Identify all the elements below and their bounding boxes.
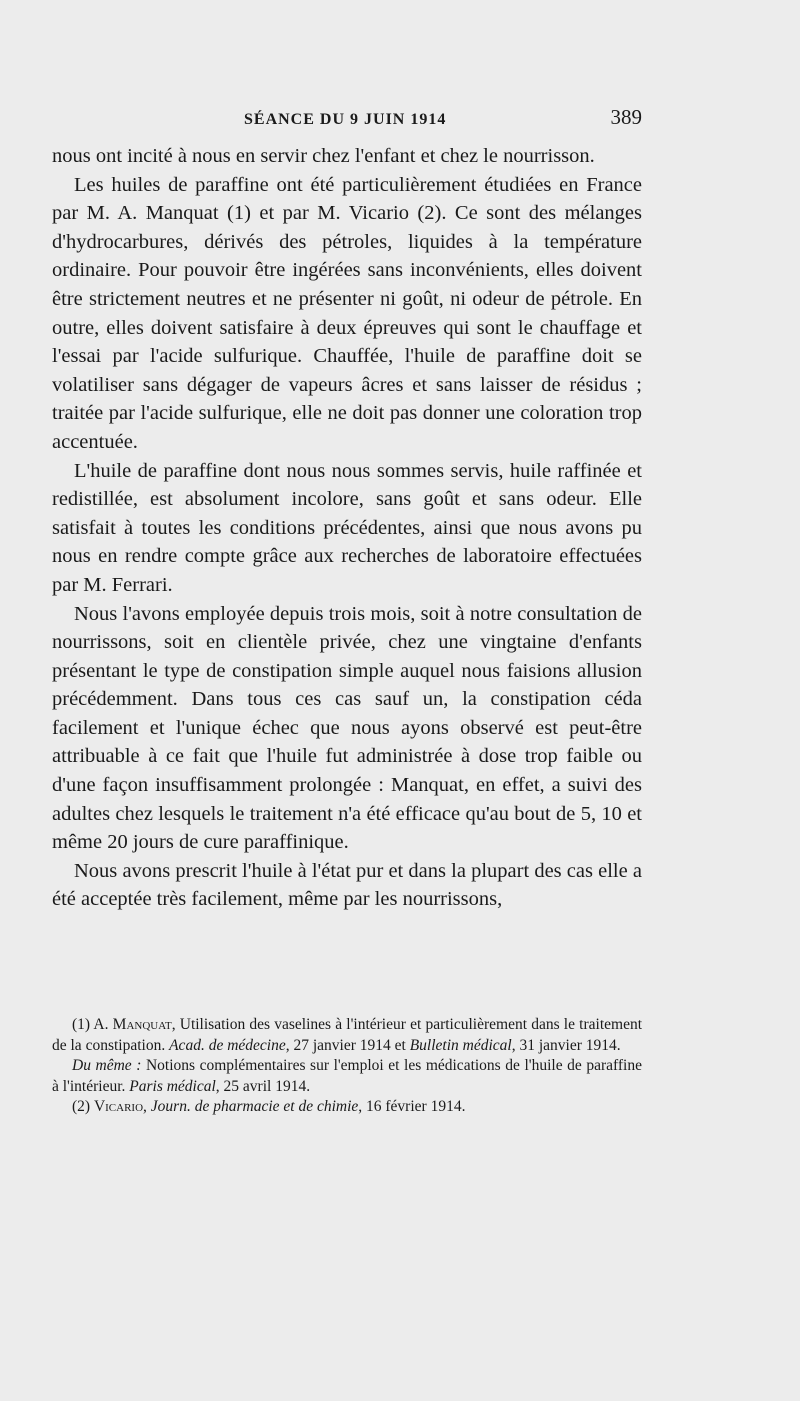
paragraph-5: Nous avons prescrit l'huile à l'état pur et dans la plupart des cas elle a été acceptée très facilement, même par les nourrissons, bbox=[52, 859, 642, 911]
footnote-2-date: , 16 février 1914. bbox=[358, 1098, 466, 1115]
body-text bbox=[52, 142, 642, 914]
footnote-2-author: Vicario bbox=[93, 1098, 144, 1115]
footnote-1b bbox=[52, 1056, 642, 1097]
footnote-2-journal: Journ. de pharmacie et de chimie bbox=[150, 1098, 359, 1115]
paragraph-1: nous ont incité à nous en servir chez l'enfant et chez le nourrisson. bbox=[52, 145, 595, 167]
footnote-1-journal-2: Bulletin médical bbox=[409, 1036, 512, 1054]
footnote-1b-date: , 25 avril 1914. bbox=[215, 1077, 311, 1095]
footnote-1-text: , Utilisation des vaselines à l'intérieur et particulièrement dans le traitement de la constipation. bbox=[52, 1016, 643, 1054]
footnote-1-number: (1) A. bbox=[72, 1016, 109, 1033]
footnote-2 bbox=[52, 1097, 642, 1118]
page-header bbox=[52, 103, 642, 135]
footnote-1 bbox=[52, 1015, 642, 1056]
footnote-1-date: , 27 janvier 1914 et bbox=[285, 1036, 406, 1054]
running-head: SÉANCE DU 9 JUIN 1914 bbox=[244, 111, 447, 128]
paragraph-3: L'huile de paraffine dont nous nous sommes servis, huile raffinée et redistillée, est absolument incolore, sans goût et sans odeur. Elle satisfait à toutes les conditions précédentes, ainsi que nous avons pu nous en rendre compte grâce aux recherches de laboratoire effectuées par M. Ferrari. bbox=[52, 459, 642, 596]
footnote-2-sep: , bbox=[143, 1098, 147, 1115]
footnote-2-number: (2) bbox=[72, 1098, 91, 1115]
footnote-1b-lead: Du même : bbox=[72, 1057, 142, 1074]
footnote-1-date-2: , 31 janvier 1914. bbox=[511, 1036, 621, 1054]
paragraph-4: Nous l'avons employée depuis trois mois, soit à notre consultation de nourrissons, soit en clientèle privée, chez une vingtaine d'enfants présentant le type de constipation simple auquel nous faisions allusion précédemment. Dans tous ces cas sauf un, la constipation céda facilement et l'unique échec que nous ayons observé est peut-être attribuable à ce fait que l'huile fut administrée à dose trop faible ou d'une façon insuffisamment prolongée : Manquat, en effet, a suivi des adultes chez lesquels le traitement n'a été efficace qu'au bout de 5, 10 et même 20 jours de cure paraffinique. bbox=[52, 602, 642, 854]
footnote-1b-journal: Paris médical bbox=[129, 1077, 216, 1095]
footnote-1-author: Manquat bbox=[112, 1016, 172, 1033]
footnotes bbox=[52, 1015, 642, 1118]
footnote-1-journal: Acad. de médecine bbox=[169, 1036, 286, 1054]
paragraph-2: Les huiles de paraffine ont été particulièrement étudiées en France par M. A. Manquat (1) et par M. Vicario (2). Ce sont des mélanges d'hydrocarbures, dérivés des pétroles, liquides à la température ordinaire. Pour pouvoir être ingérées sans inconvénients, elles doivent être strictement neutres et ne présenter ni goût, ni odeur de pétrole. En outre, elles doivent satisfaire à deux épreuves qui sont le chauffage et l'essai par l'acide sulfurique. Chauffée, l'huile de paraffine doit se volatiliser sans dégager de vapeurs âcres et sans laisser de résidus ; traitée par l'acide sulfurique, elle ne doit pas donner une coloration trop accentuée. bbox=[52, 173, 642, 453]
footnote-1b-text: Notions complémentaires sur l'emploi et les médications de l'huile de paraffine à l'intérieur. bbox=[52, 1057, 642, 1095]
page-number: 389 bbox=[610, 105, 642, 129]
